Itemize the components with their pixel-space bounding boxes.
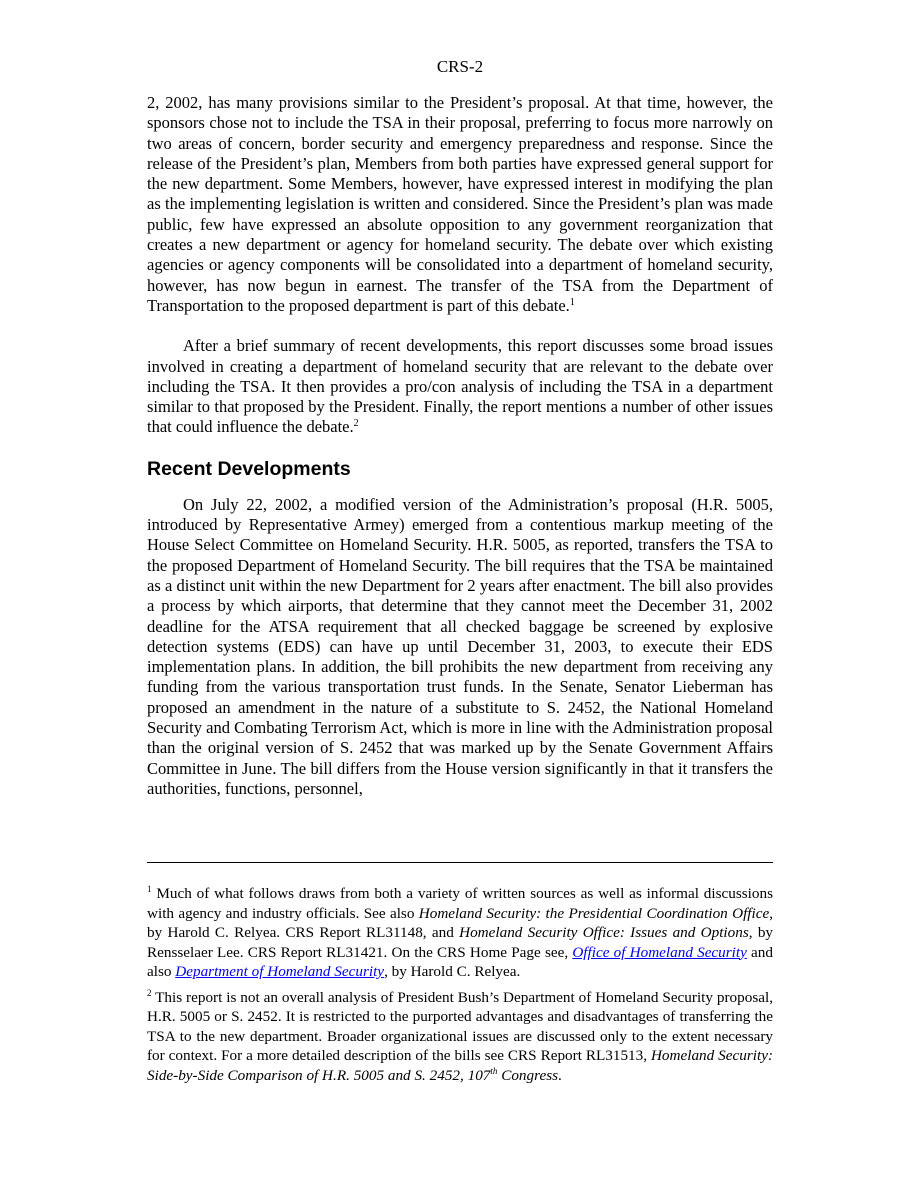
footnote-2-title-1: Homeland Security: Side-by-Side Comparison of H.R. 5005 and S. 2452, 107 <box>147 1047 773 1084</box>
footnote-1-title-2: Homeland Security Office: Issues and Options <box>459 924 749 941</box>
footnote-2-text-b: . <box>558 1066 562 1084</box>
footnote-2-title-2: Congress <box>497 1066 559 1084</box>
footnote-divider <box>147 862 773 863</box>
footnote-1-mark: 1 <box>147 884 152 894</box>
footnote-2-title-sup: th <box>490 1065 498 1076</box>
footnote-1-text-d: and also <box>147 943 773 980</box>
footnote-ref-1[interactable]: 1 <box>569 296 575 308</box>
page-number: CRS-2 <box>436 57 484 76</box>
link-department-of-homeland-security[interactable]: Department of Homeland Security <box>175 963 385 980</box>
footnote-2-mark: 2 <box>147 987 152 998</box>
link-office-of-homeland-security[interactable]: Office of Homeland Security <box>572 943 747 961</box>
footnote-2 <box>147 988 773 1086</box>
body-text <box>147 93 773 799</box>
paragraph-1-text: 2, 2002, has many provisions similar to the President’s proposal. At that time, however, the sponsors chose not to include the TSA in their proposal, preferring to focus more narrowly on two areas of concern, border security and emergency preparedness and response. Since the release of the President’s plan, Members from both parties have expressed general support for the new department. Some Members, however, have expressed interest in modifying the plan as the implementing legislation is written and considered. Since the President’s plan was made public, few have expressed an absolute opposition to any government reorganization that creates a new department or agency for homeland security. The debate over which existing agencies or agency components will be consolidated into a department of homeland security, however, has now begun in earnest. The transfer of the TSA from the Department of Transportation to the proposed department is part of this debate. <box>147 93 773 315</box>
footnote-ref-2[interactable]: 2 <box>353 418 359 430</box>
paragraph-1 <box>147 93 773 316</box>
paragraph-3: On July 22, 2002, a modified version of the Administration’s proposal (H.R. 5005, introduced by Representative Armey) emerged from a contentious markup meeting of the House Select Committee on Homeland Security. H.R. 5005, as reported, transfers the TSA to the proposed Department of Homeland Security. The bill requires that the TSA be maintained as a distinct unit within the new Department for 2 years after enactment. The bill also provides a process by which airports, that determine that they cannot meet the December 31, 2002 deadline for the ATSA requirement that all checked baggage be screened by explosive detection systems (EDS) can have up until December 31, 2003, to execute their EDS implementation plans. In addition, the bill prohibits the new department from receiving any funding from the various transportation trust funds. In the Senate, Senator Lieberman has proposed an amendment in the nature of a substitute to S. 2452, the National Homeland Security and Combating Terrorism Act, which is more in line with the Administration proposal than the original version of S. 2452 that was marked up by the Senate Government Affairs Committee in June. The bill differs from the House version significantly in that it transfers the authorities, functions, personnel, <box>147 494 773 798</box>
footnote-1-text-e: , by Harold C. Relyea. <box>384 963 521 980</box>
footnote-1-text-c: , by Rensselaer Lee. CRS Report RL31421. On the CRS Home Page see, <box>147 924 774 961</box>
footnote-2-text-a: This report is not an overall analysis of President Bush’s Department of Homeland Security proposal, H.R. 5005 or S. 2452. It is restricted to the purported advantages and disadvantages of transferring the TSA to the new department. Broader organizational issues are discussed only to the extent necessary for context. For a more detailed description of the bills see CRS Report RL31513, <box>147 988 773 1064</box>
paragraph-2-text: After a brief summary of recent developments, this report discusses some broad issues involved in creating a department of homeland security that are relevant to the debate over including the TSA. It then provides a pro/con analysis of including the TSA in a department similar to that proposed by the President. Finally, the report mentions a number of other issues that could influence the debate. <box>147 336 773 437</box>
paragraph-2 <box>147 336 773 437</box>
footnote-1-title-1: Homeland Security: the Presidential Coordination Office <box>418 904 770 922</box>
footnotes <box>147 884 773 1091</box>
footnote-1-text-a: Much of what follows draws from both a variety of written sources as well as informal discussions with agency and industry officials. See also <box>147 885 773 922</box>
section-heading-recent-developments: Recent Developments <box>147 457 351 480</box>
footnote-1-text-b: , by Harold C. Relyea. CRS Report RL31148, and <box>147 904 774 941</box>
footnote-1 <box>147 884 773 982</box>
